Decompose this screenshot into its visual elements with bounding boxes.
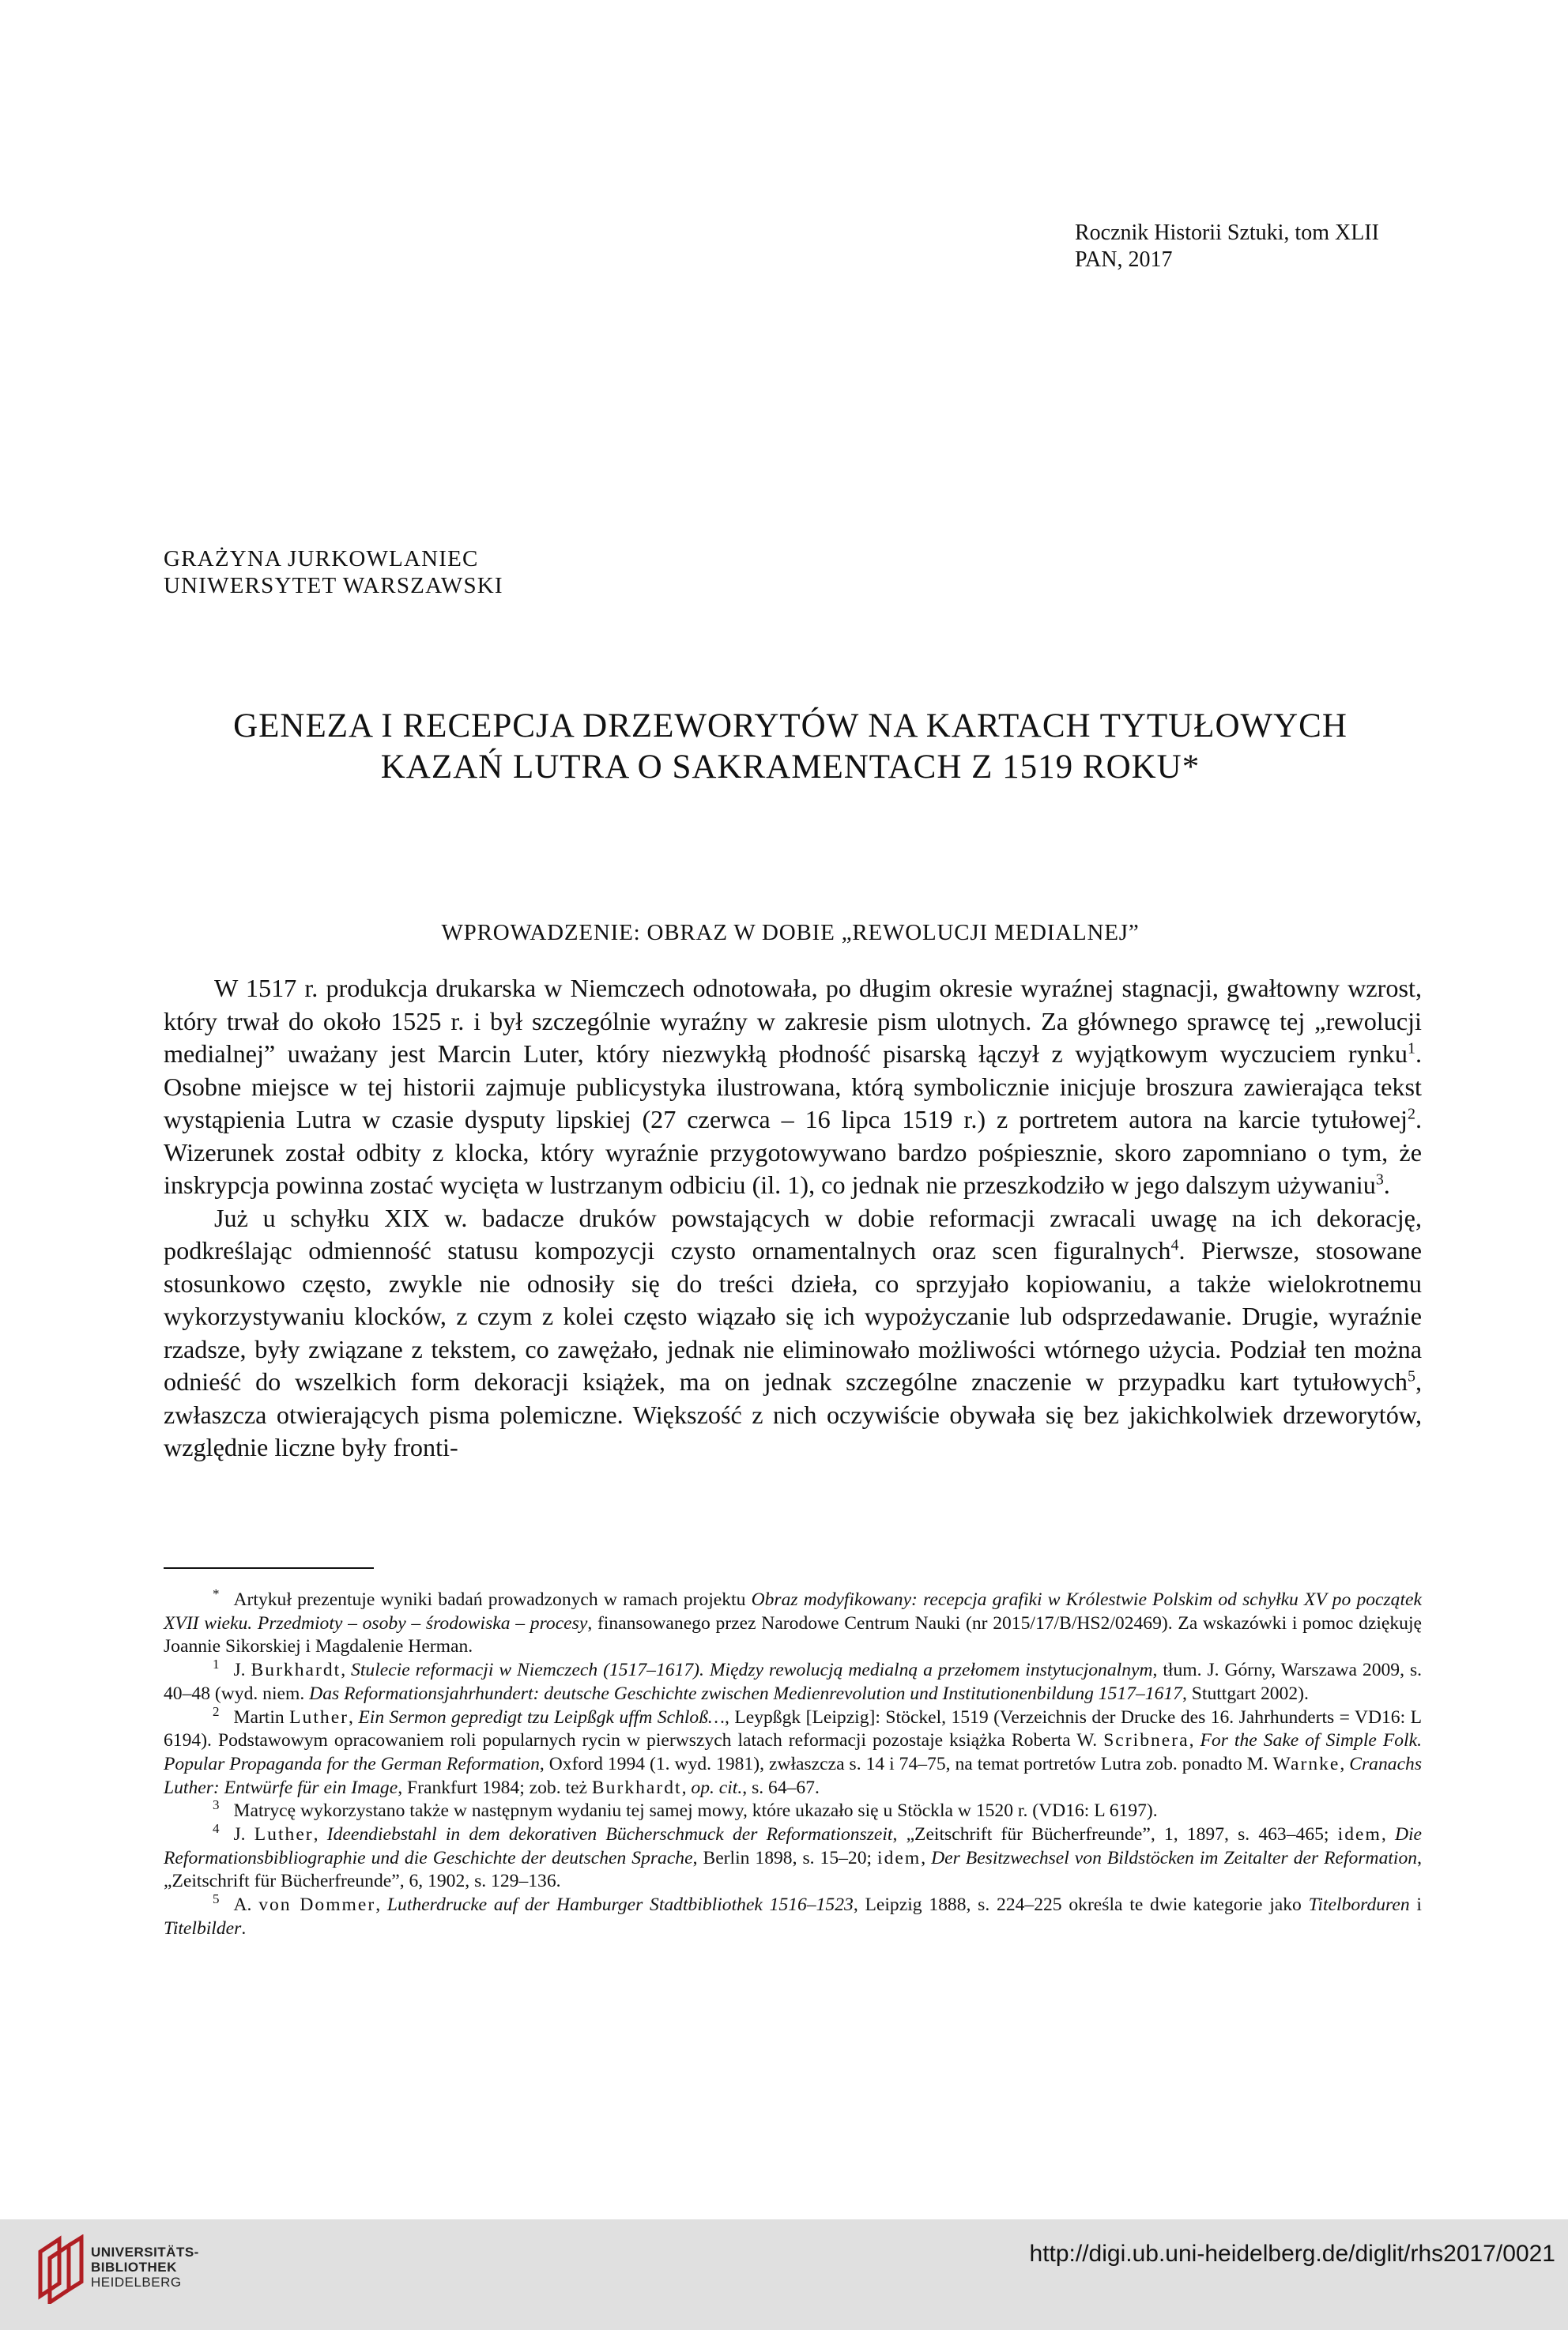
footnote: $^4$ J. Luther, Ideendiebstahl in dem dekorativen Bücherschmuck der Reformationszeit, „Zeitschrift für Bücherfreunde”, 1, 1897, s. 463–465; idem, Die Reformationsbibliographie und die Geschichte der deutschen Sprache, Berlin 1898, s. 15–20; idem, Der Besitzwechsel von Bildstöcken im Zeitalter der Reformation, „Zeitschrift für Bücherfreunde”, 6, 1902, s. 129–136. bbox=[164, 1821, 1423, 1892]
section-heading: WPROWADZENIE: OBRAZ W DOBIE „REWOLUCJI MEDIALNEJ” bbox=[441, 920, 1140, 945]
title-line-1: GENEZA I RECEPCJA DRZEWORYTÓW NA KARTACH TYTUŁOWYCH bbox=[233, 707, 1348, 745]
footnote-mark: 4 bbox=[213, 1821, 220, 1837]
footnote: $^1$ J. Burkhardt, Stulecie reformacji w Niemczech (1517–1617). Między rewolucją medialną a przełomem instytucjonalnym, tłum. J. Górny, Warszawa 2009, s. 40–48 (wyd. niem. Das Reformationsjahrhundert: deutsche Geschichte zwischen Medienrevolution und Institutionenbildung 1517–1617, Stuttgart 2002). bbox=[164, 1657, 1423, 1704]
journal-citation bbox=[1075, 220, 1379, 273]
source-url-link[interactable]: http://digi.ub.uni-heidelberg.de/diglit/rhs2017/0021 bbox=[1029, 2241, 1555, 2267]
footnote-ref[interactable]: 1 bbox=[1407, 1039, 1415, 1058]
article-title bbox=[126, 706, 1454, 788]
footnote-separator bbox=[164, 1567, 374, 1569]
footnote-ref[interactable]: 5 bbox=[1407, 1367, 1415, 1386]
footnote: $^2$ Martin Luther, Ein Sermon gepredigt tzu Leipßgk uffm Schloß…, Leypßgk [Leipzig]: Stöckel, 1519 (Verzeichnis der Drucke des 16. Jahrhunderts = VD16: L 6194). Podstawowym opracowaniem roli popularnych rycin w pierwszych latach reformacji pozostaje książka Roberta W. Scribnera, For the Sake of Simple Folk. Popular Propaganda for the German Reformation, Oxford 1994 (1. wyd. 1981), zwłaszcza s. 14 i 74–75, na temat portretów Lutra zob. ponadto M. Warnke, Cranachs Luther: Entwürfe für ein Image, Frankfurt 1984; zob. też Burkhardt, op. cit., s. 64–67. bbox=[164, 1703, 1423, 1798]
journal-name: Rocznik Historii Sztuki, tom XLII bbox=[1075, 221, 1379, 245]
title-line-2: KAZAŃ LUTRA O SAKRAMENTACH Z 1519 ROKU* bbox=[380, 748, 1200, 786]
library-logo-icon[interactable] bbox=[36, 2234, 87, 2304]
footnote-mark: 1 bbox=[213, 1657, 220, 1672]
footer-bar bbox=[0, 2219, 1568, 2330]
paragraph: Już u schyłku XIX w. badacze druków powstających w dobie reformacji zwracali uwagę na ich dekorację, podkreślając odmienność statusu kompozycji czysto ornamentalnych oraz scen figuralnych$^4$. Pierwsze, stosowane stosunkowo często, zwykle nie odnosiły się do treści dzieła, co sprzyjało kopiowaniu, a także wielokrotnemu wykorzystywaniu klocków, z czym z kolei często wiązało się ich wypożyczanie lub odsprzedawanie. Drugie, wyraźnie rzadsze, były związane z tekstem, co zawężało, jednak nie eliminowało możliwości wtórnego użycia. Podział ten można odnieść do wszelkich form dekoracji książek, ma on jednak szczególne znaczenie w przypadku kart tytułowych$^5$, zwłaszcza otwierających pisma polemiczne. Większość z nich oczywiście obywała się bez jakichkolwiek drzeworytów, względnie liczne były fronti- bbox=[164, 1203, 1423, 1461]
footnotes bbox=[164, 1586, 1423, 1941]
footnote-mark: * bbox=[213, 1586, 220, 1602]
author-block bbox=[164, 545, 503, 599]
author-name: GRAŻYNA JURKOWLANIEC bbox=[164, 546, 479, 571]
footnote-mark: 5 bbox=[213, 1891, 220, 1907]
library-name: UNIVERSITÄTS- BIBLIOTHEK HEIDELBERG bbox=[91, 2245, 199, 2290]
footnote-mark: 3 bbox=[213, 1797, 220, 1813]
footnote: * Artykuł prezentuje wyniki badań prowadzonych w ramach projektu Obraz modyfikowany: recepcja grafiki w Królestwie Polskim od schyłku XV po początek XVII wieku. Przedmioty – osoby – środowiska – procesy, finansowanego przez Narodowe Centrum Nauki (nr 2015/17/B/HS2/02469). Za wskazówki i pomoc dziękuję Joannie Sikorskiej i Magdalenie Herman. bbox=[164, 1586, 1422, 1657]
footnote-mark: 2 bbox=[213, 1703, 220, 1719]
footnote-ref[interactable]: 4 bbox=[1170, 1236, 1179, 1254]
footnote-ref[interactable]: 2 bbox=[1407, 1105, 1415, 1123]
author-affiliation: UNIWERSYTET WARSZAWSKI bbox=[164, 573, 503, 598]
footnote: $^3$ Matrycę wykorzystano także w następnym wydaniu tej samej mowy, które ukazało się u Stöckla w 1520 r. (VD16: L 6197). bbox=[213, 1797, 1158, 1822]
footnote: $^5$ A. von Dommer, Lutherdrucke auf der Hamburger Stadtbibliothek 1516–1523, Leipzig 1888, s. 224–225 określa te dwie kategorie jako Titelborduren i Titelbilder. bbox=[164, 1891, 1422, 1939]
footnote-ref[interactable]: 3 bbox=[1375, 1171, 1384, 1189]
paragraph: W 1517 r. produkcja drukarska w Niemczech odnotowała, po długim okresie wyraźnej stagnacji, gwałtowny wzrost, który trwał do około 1525 r. i był szczególnie wyraźny w zakresie pism ulotnych. Za głównego sprawcę tej „rewolucji medialnej” uważany jest Marcin Luter, który niezwykłą płodność pisarską łączył z wyjątkowym wyczuciem rynku$^1$. Osobne miejsce w tej historii zajmuje publicystyka ilustrowana, którą symbolicznie inicjuje broszura zawierająca tekst wystąpienia Lutra w czasie dysputy lipskiej (27 czerwca – 16 lipca 1519 r.) z portretem autora na karcie tytułowej$^2$. Wizerunek został odbity z klocka, który wyraźnie przygotowywano bardzo pośpiesznie, skoro zapomniano o tym, że inskrypcja powinna zostać wycięta w lustrzanym odbiciu (il. 1), co jednak nie przeszkodziło w jego dalszym używaniu$^3$. bbox=[164, 974, 1422, 1199]
journal-publisher-year: PAN, 2017 bbox=[1075, 247, 1173, 272]
body-text bbox=[164, 972, 1422, 1465]
